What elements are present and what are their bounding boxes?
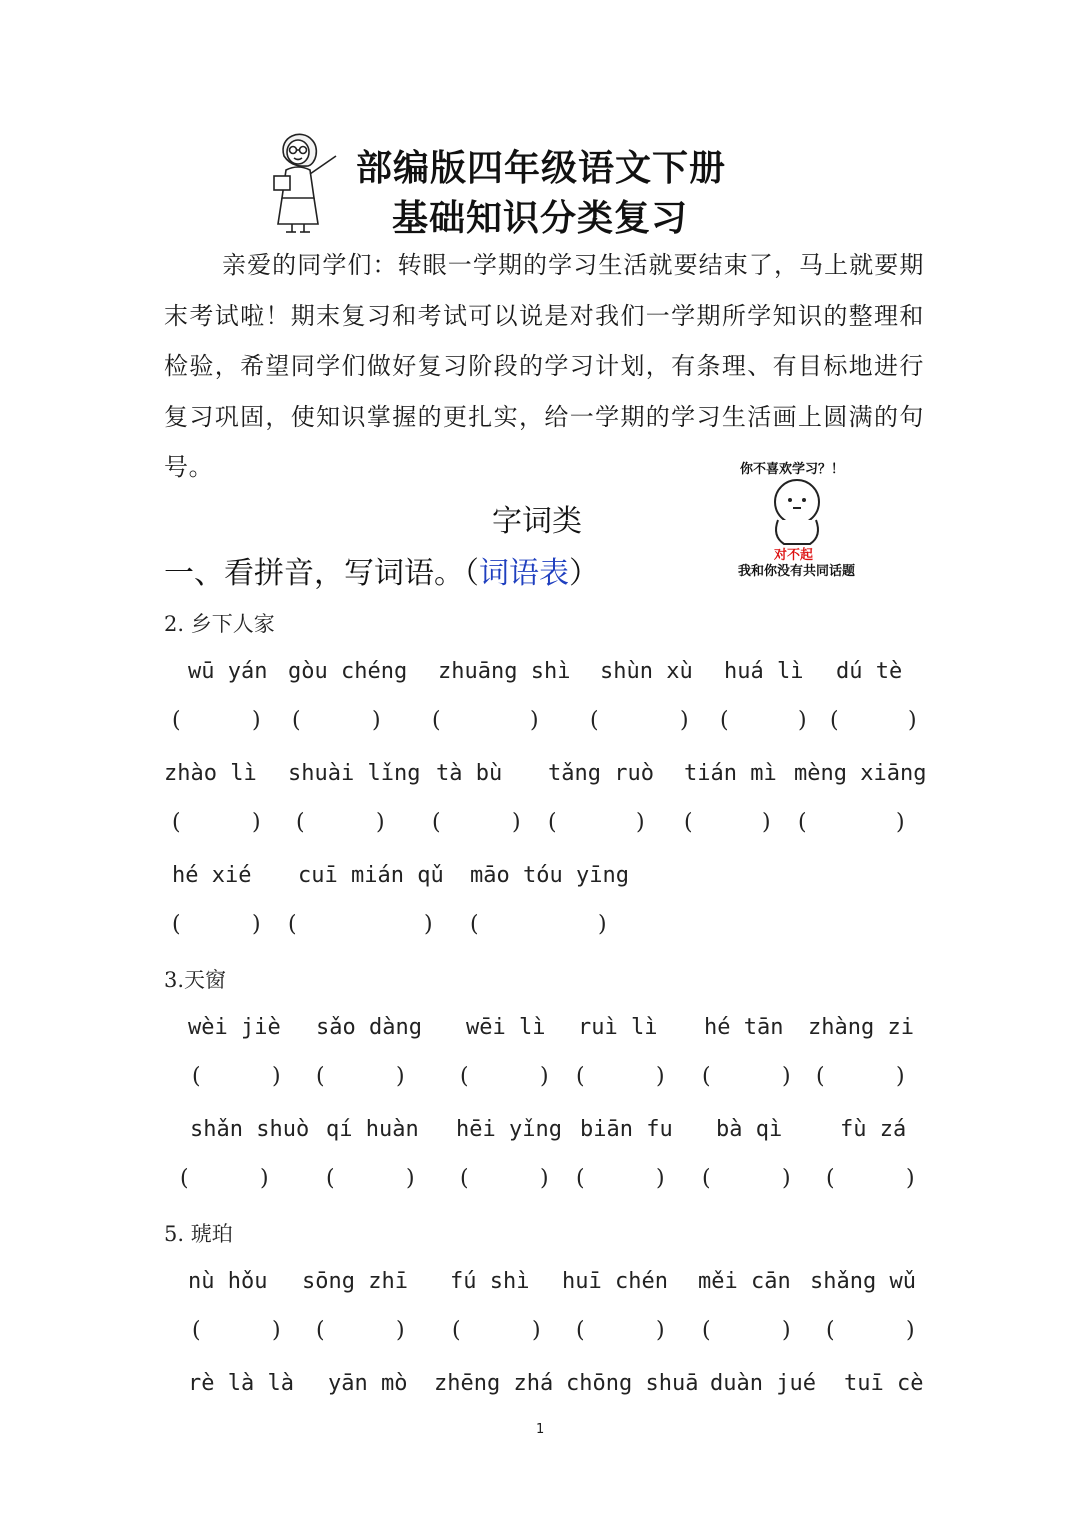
pinyin: rè là là [188, 1371, 294, 1396]
exercise-title-close: ） [569, 556, 599, 591]
lesson-label: 2. 乡下人家 [164, 612, 275, 636]
answer-blank[interactable]: ( [576, 1064, 585, 1089]
answer-blank-close: ) [540, 1064, 549, 1089]
answer-blank[interactable]: ( [684, 810, 693, 835]
answer-blank[interactable]: ( [548, 810, 557, 835]
pinyin: zhàng zi [808, 1015, 914, 1040]
intro-paragraph [164, 240, 924, 493]
pinyin: tà bù [436, 761, 503, 786]
answer-blank[interactable]: ( [326, 1166, 335, 1191]
sticker-bottom-text: 我和你没有共同话题 [738, 564, 856, 579]
pinyin: zhào lì [164, 761, 257, 786]
pinyin: hēi yǐng [456, 1117, 562, 1142]
pinyin: fú shì [450, 1269, 530, 1294]
pinyin: biān fu [580, 1117, 673, 1142]
lesson-label: 3.天窗 [164, 968, 227, 992]
pinyin: hé xié [172, 863, 252, 888]
pinyin: tǎng ruò [548, 761, 654, 786]
answer-blank[interactable]: ( [816, 1064, 825, 1089]
pinyin: dú tè [836, 659, 903, 684]
answer-blank[interactable]: ( [292, 708, 301, 733]
sticker-top-text: 你不喜欢学习？！ [740, 462, 845, 477]
answer-blank-close: ) [908, 708, 917, 733]
answer-blank[interactable]: ( [316, 1318, 325, 1343]
answer-blank[interactable]: ( [826, 1166, 835, 1191]
intro-text: 亲爱的同学们：转眼一学期的学习生活就要结束了，马上就要期末考试啦！期末复习和考试可以说是对我们一学期所学知识的整理和检验，希望同学们做好复习阶段的学习计划，有条理、有目标地进行复习巩固，使知识掌握的更扎实，给一学期的学习生活画上圆满的句号。 [164, 251, 924, 481]
pinyin: mèng xiāng [794, 761, 927, 786]
answer-blank-close: ) [260, 1166, 269, 1191]
answer-blank[interactable]: ( [172, 708, 181, 733]
answer-blank-close: ) [372, 708, 381, 733]
pinyin: shùn xù [600, 659, 693, 684]
pinyin: māo tóu yīng [470, 863, 629, 888]
answer-blank[interactable]: ( [590, 708, 599, 733]
pinyin: shǎn shuò [190, 1117, 310, 1142]
answer-blank[interactable]: ( [576, 1166, 585, 1191]
vocabulary-link[interactable]: 词语表 [479, 556, 569, 591]
pinyin: shuài lǐng [288, 761, 421, 786]
page-number: 1 [536, 1422, 545, 1437]
answer-blank[interactable]: ( [288, 912, 297, 937]
answer-blank-close: ) [396, 1064, 405, 1089]
answer-blank[interactable]: ( [452, 1318, 461, 1343]
answer-blank[interactable]: ( [702, 1318, 711, 1343]
answer-blank-close: ) [656, 1166, 665, 1191]
pinyin: yān mò [328, 1371, 408, 1396]
answer-blank[interactable]: ( [576, 1318, 585, 1343]
answer-blank-close: ) [896, 1064, 905, 1089]
answer-blank-close: ) [798, 708, 807, 733]
teacher-cartoon-icon [262, 126, 344, 236]
answer-blank[interactable]: ( [720, 708, 729, 733]
pinyin: ruì lì [578, 1015, 658, 1040]
pinyin: zhēng zhá [434, 1371, 554, 1396]
pinyin: duàn jué [710, 1371, 816, 1396]
answer-blank[interactable]: ( [702, 1166, 711, 1191]
answer-blank-close: ) [252, 708, 261, 733]
answer-blank[interactable]: ( [702, 1064, 711, 1089]
answer-blank-close: ) [532, 1318, 541, 1343]
answer-blank[interactable]: ( [826, 1318, 835, 1343]
exercise-title [164, 548, 599, 592]
pinyin: huī chén [562, 1269, 668, 1294]
answer-blank-close: ) [272, 1318, 281, 1343]
answer-blank-close: ) [530, 708, 539, 733]
answer-blank[interactable]: ( [470, 912, 479, 937]
answer-blank[interactable]: ( [798, 810, 807, 835]
pinyin: wēi lì [466, 1015, 546, 1040]
answer-blank-close: ) [906, 1318, 915, 1343]
pinyin: tián mì [684, 761, 777, 786]
answer-blank-close: ) [406, 1166, 415, 1191]
answer-blank[interactable]: ( [192, 1318, 201, 1343]
answer-blank-close: ) [396, 1318, 405, 1343]
answer-blank-close: ) [656, 1064, 665, 1089]
cartoon-face-icon [762, 476, 832, 548]
answer-blank-close: ) [782, 1166, 791, 1191]
pinyin: qí huàn [326, 1117, 419, 1142]
answer-blank-close: ) [540, 1166, 549, 1191]
answer-blank-close: ) [896, 810, 905, 835]
exercise-title-text: 一、看拼音，写词语。（ [164, 556, 479, 591]
pinyin: gòu chéng [288, 659, 408, 684]
section-title: 字词类 [492, 504, 582, 539]
answer-blank[interactable]: ( [172, 912, 181, 937]
title-line-2: 基础知识分类复习 [392, 198, 689, 239]
answer-blank-close: ) [252, 912, 261, 937]
title-line-1: 部编版四年级语文下册 [356, 148, 727, 189]
pinyin: shǎng wǔ [810, 1269, 916, 1294]
sticker-red-text: 对不起 [774, 548, 814, 563]
lesson-label: 5. 琥珀 [164, 1222, 233, 1246]
pinyin: wū yán [188, 659, 268, 684]
answer-blank[interactable]: ( [460, 1166, 469, 1191]
answer-blank-close: ) [680, 708, 689, 733]
meme-sticker [736, 456, 864, 578]
pinyin: wèi jiè [188, 1015, 281, 1040]
answer-blank-close: ) [424, 912, 433, 937]
pinyin: huá lì [724, 659, 804, 684]
answer-blank-close: ) [636, 810, 645, 835]
pinyin: sǎo dàng [316, 1015, 422, 1040]
pinyin: nù hǒu [188, 1269, 268, 1294]
answer-blank-close: ) [782, 1064, 791, 1089]
answer-blank-close: ) [782, 1318, 791, 1343]
pinyin: chōng shuā [566, 1371, 699, 1396]
answer-blank-close: ) [656, 1318, 665, 1343]
pinyin: zhuāng shì [438, 659, 571, 684]
answer-blank[interactable]: ( [432, 708, 441, 733]
answer-blank-close: ) [252, 810, 261, 835]
answer-blank[interactable]: ( [192, 1064, 201, 1089]
answer-blank[interactable]: ( [172, 810, 181, 835]
pinyin: tuī cè [844, 1371, 924, 1396]
answer-blank[interactable]: ( [296, 810, 305, 835]
answer-blank[interactable]: ( [432, 810, 441, 835]
answer-blank[interactable]: ( [316, 1064, 325, 1089]
answer-blank-close: ) [376, 810, 385, 835]
answer-blank[interactable]: ( [180, 1166, 189, 1191]
answer-blank[interactable]: ( [460, 1064, 469, 1089]
pinyin: hé tān [704, 1015, 784, 1040]
answer-blank-close: ) [512, 810, 521, 835]
pinyin: bà qì [716, 1117, 783, 1142]
answer-blank-close: ) [762, 810, 771, 835]
pinyin: sōng zhī [302, 1269, 408, 1294]
pinyin: cuī mián qǔ [298, 863, 444, 888]
answer-blank-close: ) [272, 1064, 281, 1089]
answer-blank-close: ) [906, 1166, 915, 1191]
answer-blank[interactable]: ( [830, 708, 839, 733]
pinyin: měi cān [698, 1269, 791, 1294]
pinyin: fù zá [840, 1117, 907, 1142]
answer-blank-close: ) [598, 912, 607, 937]
